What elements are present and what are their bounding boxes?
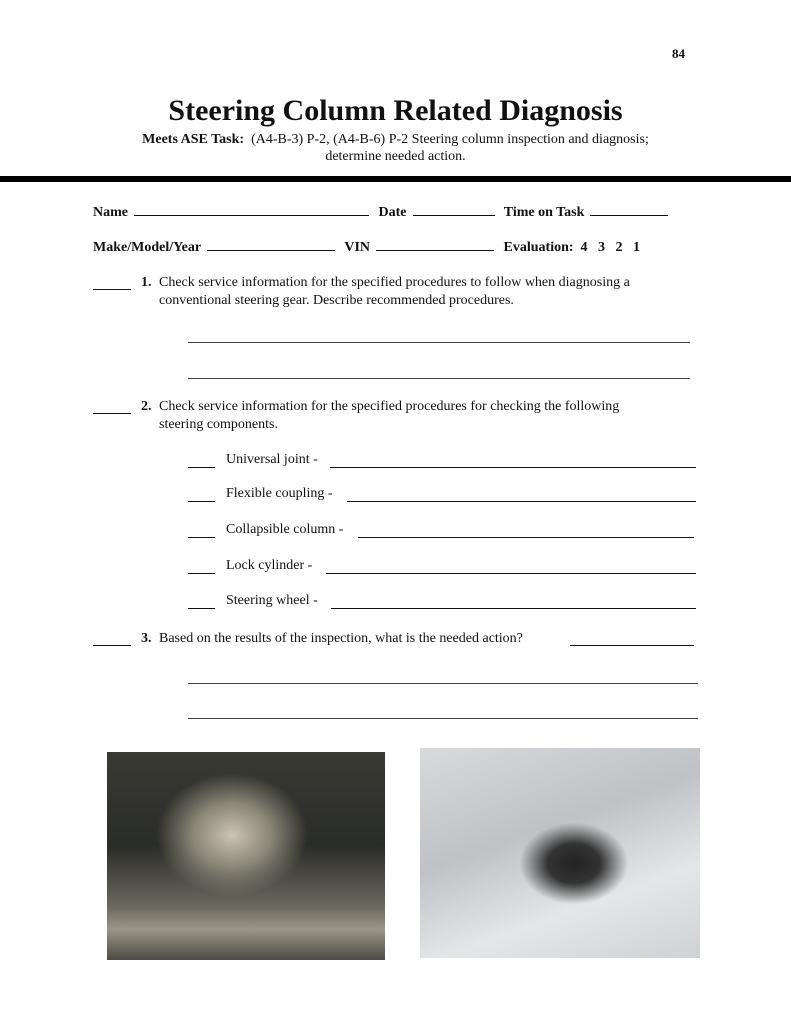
universal-joint-photo <box>107 752 385 960</box>
universal-joint-label: Universal joint - <box>226 452 318 467</box>
collapsible-column-field[interactable] <box>358 537 694 538</box>
q1-line2: conventional steering gear. Describe recommended procedures. <box>159 293 514 308</box>
flexible-coupling-field[interactable] <box>347 501 696 502</box>
q1-text <box>159 274 630 310</box>
evaluation-label: Evaluation: <box>503 240 574 255</box>
ase-task-line2: determine needed action. <box>325 149 466 164</box>
flexible-coupling-label: Flexible coupling - <box>226 486 333 501</box>
q1-line1: Check service information for the specified procedures to follow when diagnosing a <box>159 275 630 290</box>
time-on-task-label: Time on Task <box>503 205 585 220</box>
steering-wheel-label: Steering wheel - <box>226 593 318 608</box>
q2-text <box>159 398 619 434</box>
vin-field[interactable] <box>376 237 494 251</box>
q3-answer-line-2[interactable] <box>188 718 698 719</box>
date-label: Date <box>378 205 407 220</box>
q3-inline-field[interactable] <box>570 645 694 646</box>
ase-task-text: (A4-B-3) P-2, (A4-B-6) P-2 Steering column inspection and diagnosis; <box>251 132 649 147</box>
q1-number: 1. <box>141 275 152 290</box>
header-row-1 <box>93 202 674 221</box>
universal-joint-field[interactable] <box>330 467 696 468</box>
score-2[interactable]: 2 <box>615 240 623 255</box>
steering-column-photo <box>420 748 700 958</box>
q3-check-blank[interactable] <box>93 645 131 646</box>
q2-line1: Check service information for the specified procedures for checking the following <box>159 399 620 414</box>
q1-answer-line-2[interactable] <box>188 378 690 379</box>
steering-wheel-field[interactable] <box>331 608 696 609</box>
lock-cylinder-label: Lock cylinder - <box>226 558 313 573</box>
header-row-2 <box>93 237 640 256</box>
collapsible-column-label: Collapsible column - <box>226 522 344 537</box>
date-field[interactable] <box>413 202 495 216</box>
page-title: Steering Column Related Diagnosis <box>168 94 623 127</box>
flexible-coupling-check[interactable] <box>188 501 215 502</box>
name-label: Name <box>93 205 128 220</box>
lock-cylinder-check[interactable] <box>188 573 215 574</box>
page-number: 84 <box>672 46 685 61</box>
name-field[interactable] <box>134 202 369 216</box>
collapsible-column-check[interactable] <box>188 537 215 538</box>
make-model-year-field[interactable] <box>207 237 335 251</box>
score-4[interactable]: 4 <box>580 240 588 255</box>
divider <box>0 176 791 182</box>
q3-number: 3. <box>141 631 152 646</box>
score-1[interactable]: 1 <box>633 240 641 255</box>
score-3[interactable]: 3 <box>598 240 606 255</box>
ase-task-label: Meets ASE Task: <box>142 132 245 147</box>
steering-wheel-check[interactable] <box>188 608 215 609</box>
q2-line2: steering components. <box>159 417 278 432</box>
make-model-year-label: Make/Model/Year <box>93 240 202 255</box>
q2-check-blank[interactable] <box>93 413 131 414</box>
lock-cylinder-field[interactable] <box>326 573 696 574</box>
time-on-task-field[interactable] <box>590 202 668 216</box>
vin-label: VIN <box>344 240 371 255</box>
universal-joint-check[interactable] <box>188 467 215 468</box>
q3-answer-line-1[interactable] <box>188 683 698 684</box>
q1-answer-line-1[interactable] <box>188 342 690 343</box>
ase-task-line <box>0 132 791 148</box>
q2-number: 2. <box>141 399 152 414</box>
q1-check-blank[interactable] <box>93 289 131 290</box>
q3-text: Based on the results of the inspection, what is the needed action? <box>159 631 523 646</box>
